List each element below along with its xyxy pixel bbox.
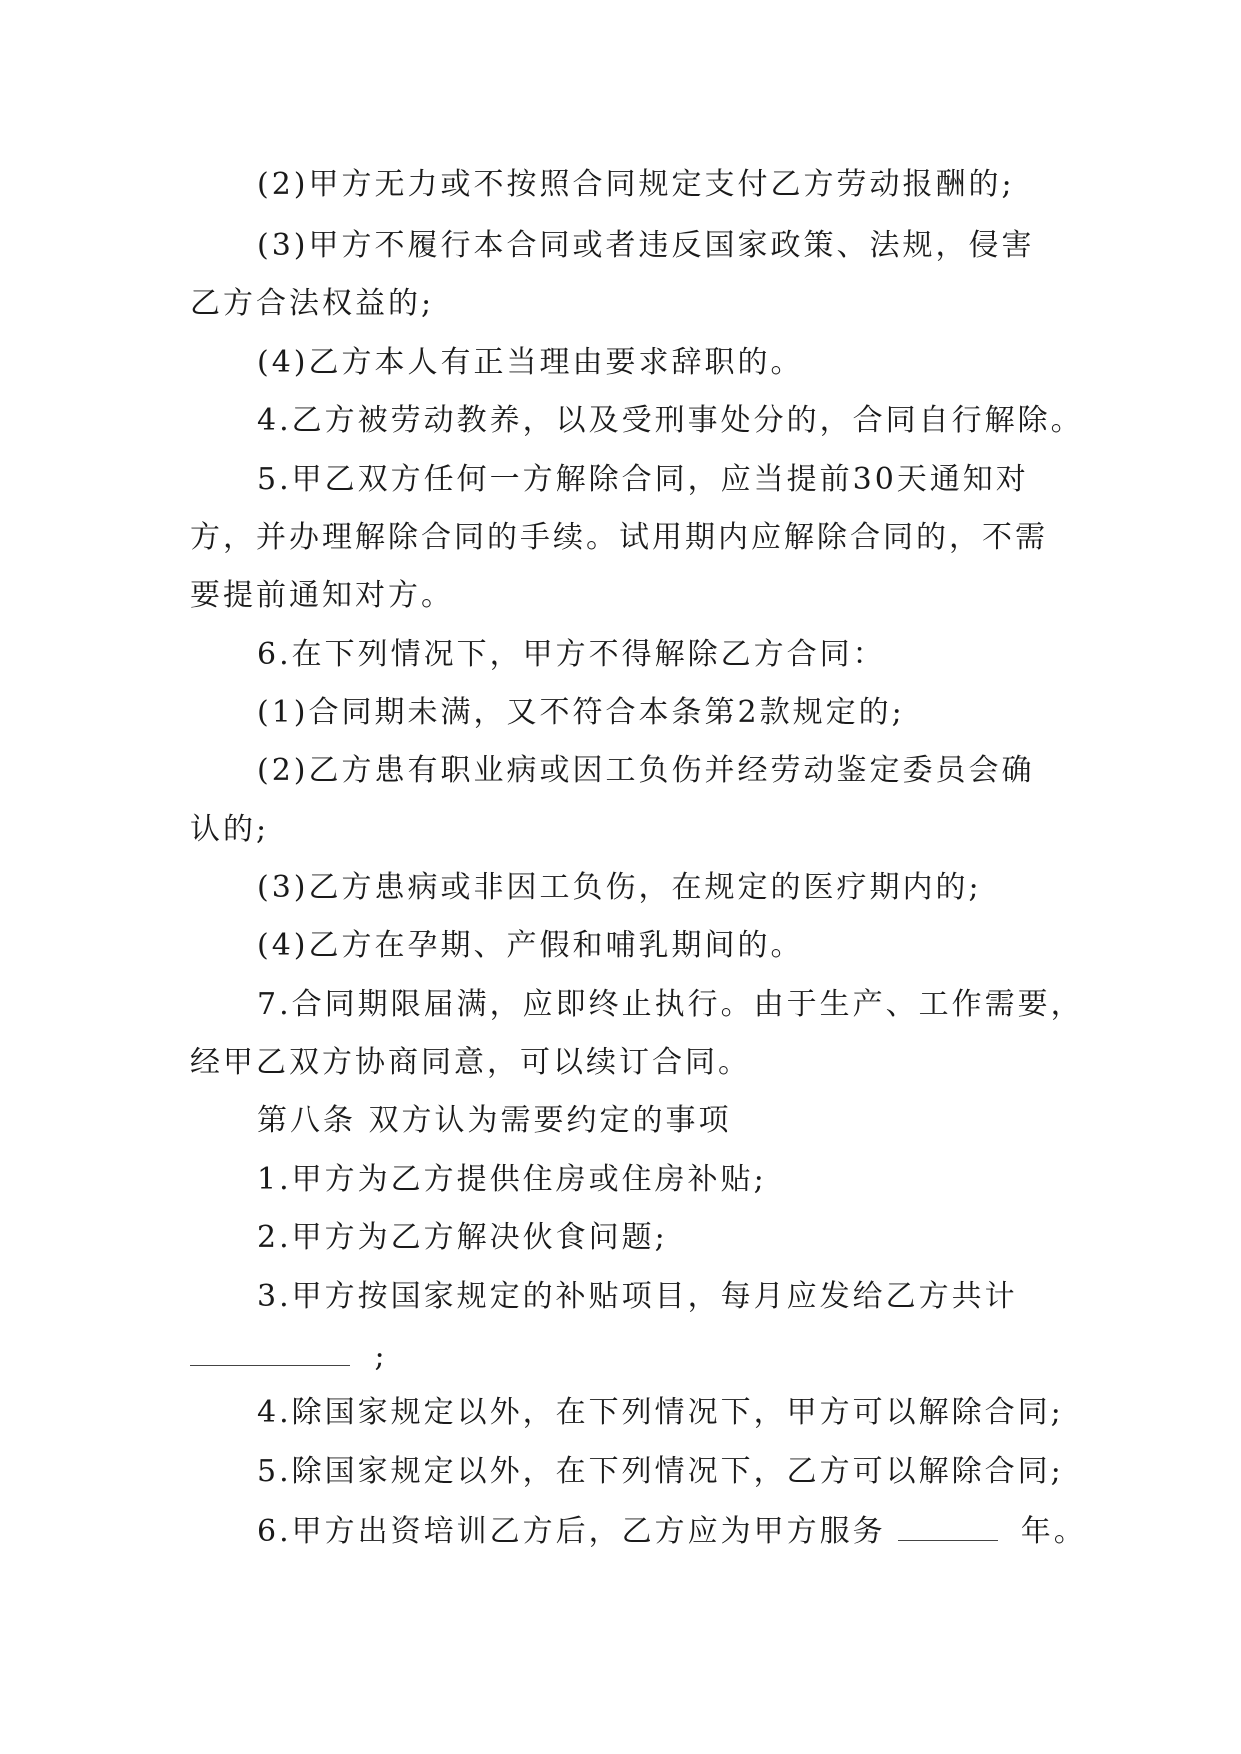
text-line: (2)乙方患有职业病或因工负伤并经劳动鉴定委员会确 <box>257 753 1035 788</box>
text-line: 4.除国家规定以外，在下列情况下，甲方可以解除合同; <box>257 1395 1064 1430</box>
text-line: 7.合同期限届满，应即终止执行。由于生产、工作需要， <box>257 987 1084 1022</box>
fill-blank-line <box>190 1335 388 1375</box>
text-line: 乙方合法权益的; <box>190 286 435 321</box>
text-line: 1.甲方为乙方提供住房或住房补贴; <box>257 1162 767 1197</box>
fill-blank <box>190 1335 350 1366</box>
text-line: 5.除国家规定以外，在下列情况下，乙方可以解除合同; <box>257 1454 1064 1489</box>
fill-blank <box>898 1510 998 1541</box>
text-line: 要提前通知对方。 <box>190 578 454 613</box>
text-line: 2.甲方为乙方解决伙食问题; <box>257 1220 668 1255</box>
fill-blank-line <box>257 1510 1087 1550</box>
text-line: 经甲乙双方协商同意，可以续订合同。 <box>190 1045 751 1080</box>
text-fragment: 6.甲方出资培训乙方后，乙方应为甲方服务 <box>257 1514 886 1549</box>
text-line: 方，并办理解除合同的手续。试用期内应解除合同的，不需 <box>190 520 1048 555</box>
section-heading: 第八条 双方认为需要约定的事项 <box>257 1103 732 1138</box>
text-line: 5.甲乙双方任何一方解除合同，应当提前30天通知对 <box>257 462 1029 497</box>
text-line: 4.乙方被劳动教养，以及受刑事处分的，合同自行解除。 <box>257 403 1084 438</box>
text-line: 3.甲方按国家规定的补贴项目，每月应发给乙方共计 <box>257 1279 1018 1314</box>
text-line: (4)乙方本人有正当理由要求辞职的。 <box>257 345 804 380</box>
text-line: 认的; <box>190 812 270 847</box>
text-line: (2)甲方无力或不按照合同规定支付乙方劳动报酬的; <box>257 167 1015 202</box>
text-line: (1)合同期未满，又不符合本条第2款规定的; <box>257 695 905 730</box>
text-line: (4)乙方在孕期、产假和哺乳期间的。 <box>257 928 804 963</box>
text-line: (3)甲方不履行本合同或者违反国家政策、法规，侵害 <box>257 228 1035 263</box>
text-line: (3)乙方患病或非因工负伤，在规定的医疗期内的; <box>257 870 982 905</box>
text-fragment: ; <box>374 1339 388 1374</box>
text-fragment: 年。 <box>1020 1514 1087 1549</box>
text-line: 6.在下列情况下，甲方不得解除乙方合同： <box>257 637 886 672</box>
